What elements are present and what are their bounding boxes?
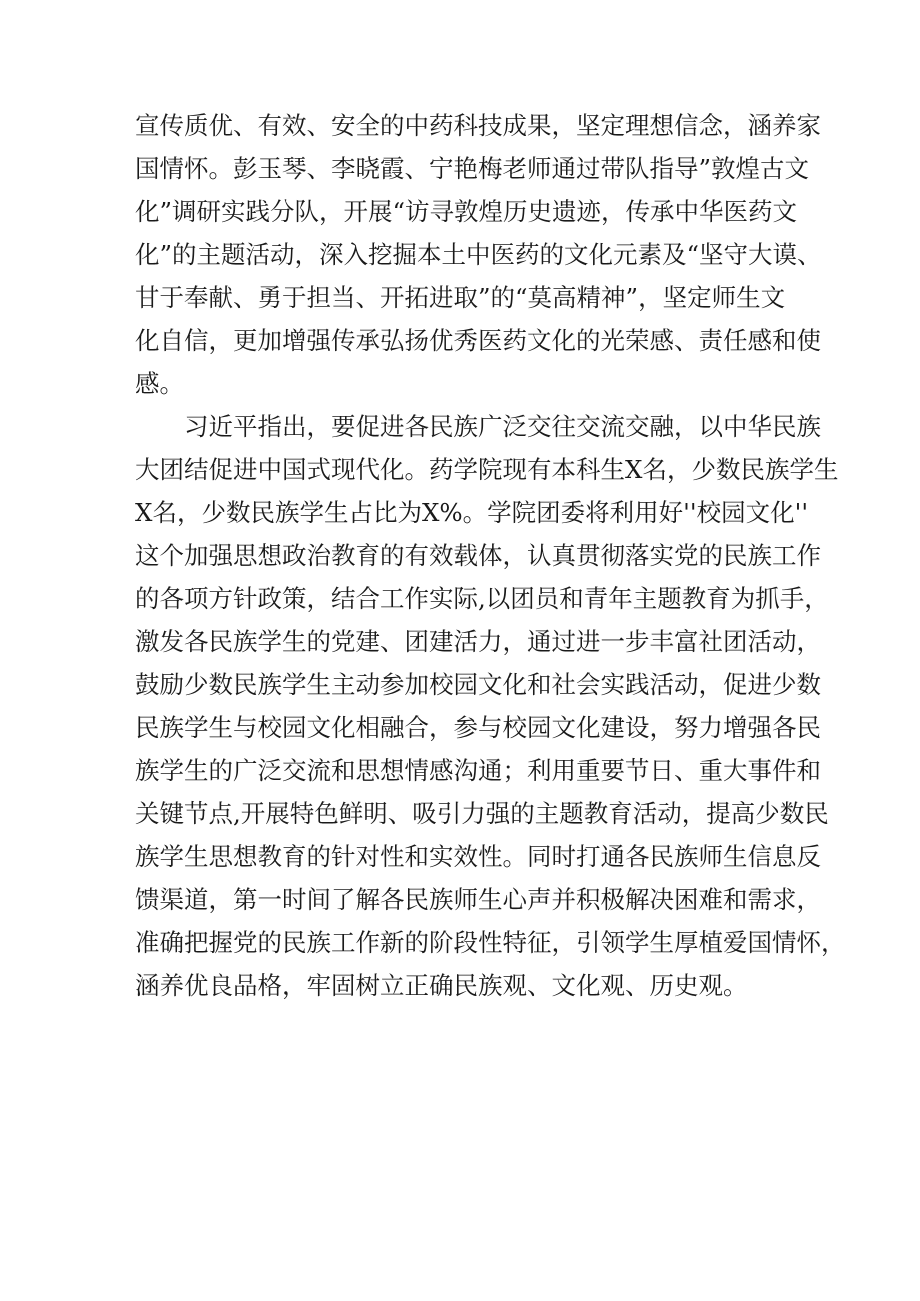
paragraph-line: 感。 bbox=[135, 369, 184, 398]
paragraph-line: 甘于奉献、勇于担当、开拓进取”的“莫高精神”，坚定师生文 bbox=[135, 283, 786, 312]
paragraph-line: 化”调研实践分队，开展“访寻敦煌历史遗迹，传承中华医药文 bbox=[135, 197, 798, 226]
body-text bbox=[135, 104, 846, 1007]
paragraph-line: 民族学生与校园文化相融合，参与校园文化建设，努力增强各民 bbox=[135, 713, 821, 742]
paragraph-line: 关键节点,开展特色鲜明、吸引力强的主题教育活动，提高少数民 bbox=[135, 799, 829, 828]
paragraph-line: 族学生的广泛交流和思想情感沟通；利用重要节日、重大事件和 bbox=[135, 756, 821, 785]
paragraph-line: 大团结促进中国式现代化。药学院现有本科生X名，少数民族学生 bbox=[135, 455, 839, 484]
paragraph-line: 化自信，更加增强传承弘扬优秀医药文化的光荣感、责任感和使 bbox=[135, 326, 821, 355]
paragraph-1 bbox=[135, 104, 822, 405]
paragraph-line: X名，少数民族学生占比为X%。学院团委将利用好''校园文化'' bbox=[135, 498, 809, 527]
paragraph-2 bbox=[135, 405, 846, 1007]
paragraph-line: 涵养优良品格，牢固树立正确民族观、文化观、历史观。 bbox=[135, 971, 748, 1000]
paragraph-line: 族学生思想教育的针对性和实效性。同时打通各民族师生信息反 bbox=[135, 842, 821, 871]
paragraph-line: 这个加强思想政治教育的有效载体，认真贯彻落实党的民族工作 bbox=[135, 541, 821, 570]
paragraph-line: 国情怀。彭玉琴、李晓霞、宁艳梅老师通过带队指导”敦煌古文 bbox=[135, 154, 810, 183]
paragraph-line: 鼓励少数民族学生主动参加校园文化和社会实践活动，促进少数 bbox=[135, 670, 821, 699]
paragraph-line: 准确把握党的民族工作新的阶段性特征，引领学生厚植爱国情怀， bbox=[135, 928, 846, 957]
paragraph-line: 激发各民族学生的党建、团建活力，通过进一步丰富社团活动， bbox=[135, 627, 821, 656]
paragraph-line: 馈渠道，第一时间了解各民族师生心声并积极解决困难和需求， bbox=[135, 885, 821, 914]
paragraph-line: 化”的主题活动，深入挖掘本土中医药的文化元素及“坚守大谟、 bbox=[135, 240, 822, 269]
paragraph-line: 的各项方针政策，结合工作实际,以团员和青年主题教育为抓手， bbox=[135, 584, 829, 613]
paragraph-line: 宣传质优、有效、安全的中药科技成果，坚定理想信念，涵养家 bbox=[135, 111, 821, 140]
paragraph-line: 习近平指出，要促进各民族广泛交往交流交融，以中华民族 bbox=[135, 412, 821, 441]
